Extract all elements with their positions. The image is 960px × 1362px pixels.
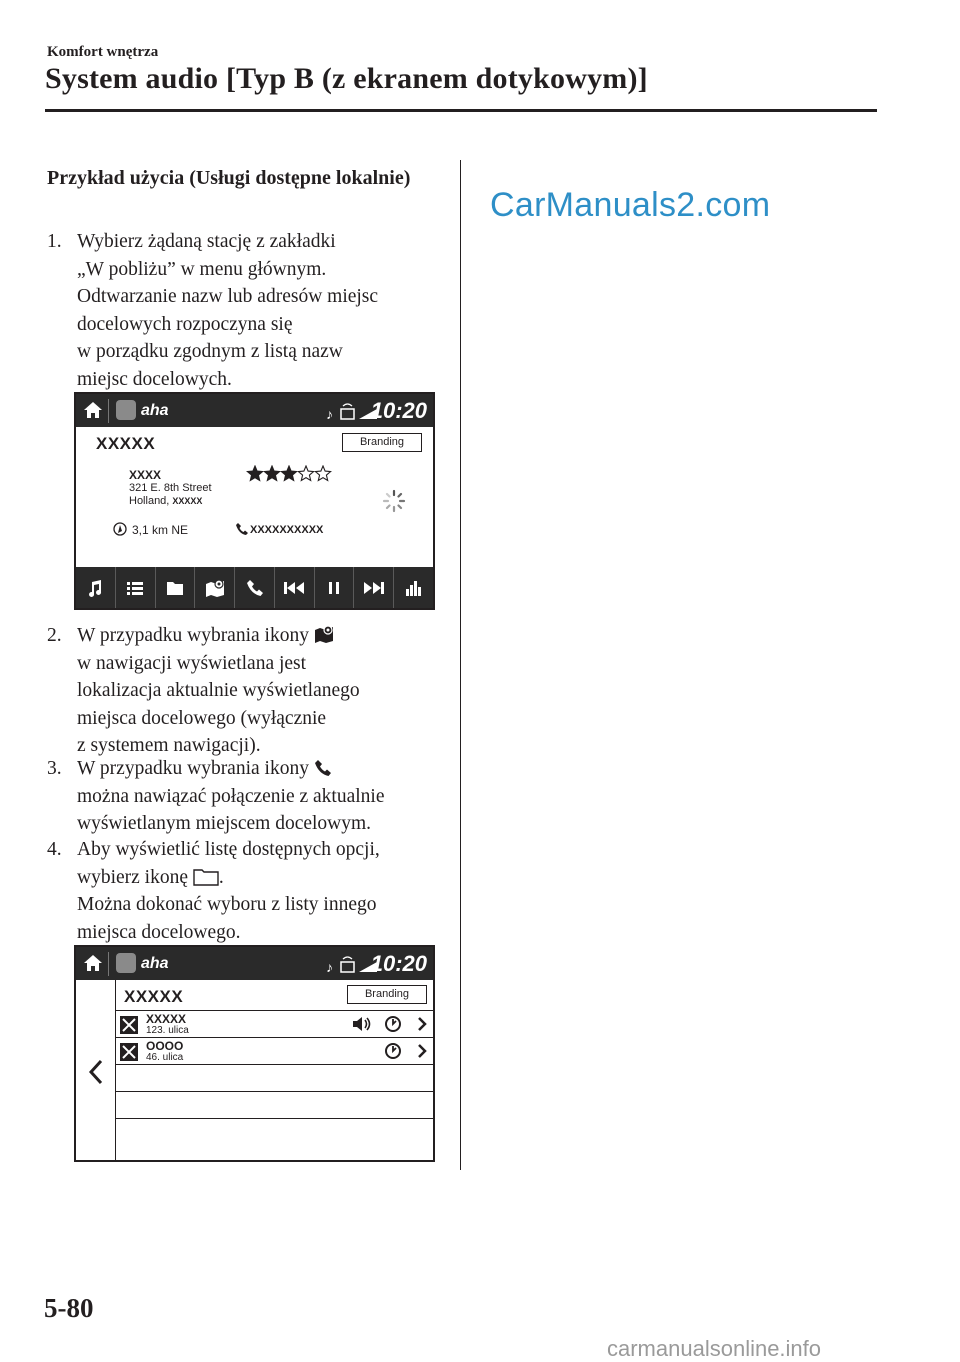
- phone-small-icon: [235, 522, 249, 536]
- folder-button[interactable]: [155, 567, 195, 608]
- rating-stars: [246, 465, 334, 483]
- separator: [108, 399, 109, 423]
- pause-button[interactable]: [314, 567, 354, 608]
- svg-text:♪: ♪: [326, 406, 333, 421]
- svg-text:♪: ♪: [326, 959, 333, 974]
- separator: [108, 952, 109, 976]
- item-thumbnail: [120, 1043, 138, 1061]
- equalizer-button[interactable]: [393, 567, 433, 608]
- loading-spinner-icon: [382, 489, 406, 513]
- list-icon: [126, 579, 144, 597]
- step-line: „W pobliżu” w menu głównym.: [77, 258, 327, 280]
- bottom-toolbar: [76, 567, 433, 608]
- step-line-text: wybierz ikonę: [77, 866, 189, 888]
- app-icon: [116, 953, 136, 973]
- list-item-empty: [116, 1118, 433, 1146]
- phone-icon: [314, 759, 332, 777]
- step-line: można nawiązać połączenie z aktualnie: [77, 785, 385, 807]
- step-line-end: .: [218, 866, 224, 888]
- step-line: miejsca docelowego.: [77, 921, 241, 943]
- step-line: lokalizacja aktualnie wyświetlanego: [77, 680, 360, 701]
- step-4: [47, 836, 447, 946]
- address-line: 321 E. 8th Street: [129, 482, 212, 494]
- clock: 10:20: [370, 951, 427, 976]
- pause-icon: [327, 580, 341, 596]
- step-line: Odtwarzanie nazw lub adresów miejsc: [77, 286, 379, 307]
- subheading: Przykład użycia (Usługi dostępne lokalnie): [47, 167, 411, 189]
- step-line: [77, 755, 447, 783]
- address-state: XXXXX: [172, 496, 203, 506]
- clock-icon: [384, 1015, 402, 1033]
- star-empty-icon: [315, 466, 330, 480]
- step-line: w porządku zgodnym z listą nazw: [77, 341, 343, 362]
- item-name: OOOO: [146, 1039, 184, 1053]
- step-1: [47, 228, 447, 393]
- station-title: XXXXX: [124, 987, 184, 1006]
- star-empty-icon: [298, 466, 313, 480]
- station-title: XXXXX: [96, 434, 156, 453]
- compass-icon: [113, 522, 127, 536]
- address-city: [129, 495, 202, 507]
- star-filled-icon: [247, 466, 262, 480]
- branding-box: Branding: [347, 985, 427, 1004]
- column-divider: [460, 160, 461, 1170]
- page-number: 5-80: [44, 1293, 94, 1323]
- item-name: XXXXX: [146, 1012, 187, 1026]
- clock-icon: [384, 1042, 402, 1060]
- item-address: 46. ulica: [146, 1052, 184, 1063]
- distance: 3,1 km NE: [132, 523, 189, 537]
- step-line: wyświetlanym miejscem docelowym.: [77, 813, 372, 834]
- watermark-bottom[interactable]: carmanualsonline.info: [607, 1336, 822, 1361]
- list-item-empty: [116, 1064, 433, 1092]
- chevron-right-icon[interactable]: [416, 1043, 428, 1059]
- map-icon: [205, 578, 225, 598]
- step-line: miejsca docelowego (wyłącznie: [77, 707, 327, 729]
- next-button[interactable]: [353, 567, 393, 608]
- previous-icon: [283, 580, 305, 596]
- star-filled-icon: [281, 466, 296, 480]
- folder-icon: [166, 579, 184, 597]
- map-icon: [314, 624, 334, 644]
- list-button[interactable]: [115, 567, 155, 608]
- list-item[interactable]: [116, 1037, 433, 1065]
- previous-button[interactable]: [274, 567, 314, 608]
- page-title: System audio [Typ B (z ekranem dotykowym)]: [45, 62, 648, 95]
- home-icon[interactable]: [83, 401, 103, 419]
- step-line: Można dokonać wyboru z listy innego: [77, 894, 377, 915]
- phone-icon: [246, 579, 264, 597]
- back-arrow-icon[interactable]: [88, 1059, 104, 1085]
- step-line-text: W przypadku wybrania ikony: [77, 758, 309, 779]
- step-line-text: W przypadku wybrania ikony: [77, 625, 309, 646]
- clock: 10:20: [370, 398, 427, 423]
- phone-number: XXXXXXXXXX: [250, 524, 324, 536]
- list-item[interactable]: [116, 1010, 433, 1038]
- status-bar: [76, 394, 433, 427]
- chevron-right-icon[interactable]: [416, 1016, 428, 1032]
- step-line: Aby wyświetlić listę dostępnych opcji,: [77, 839, 380, 860]
- list-item-empty: [116, 1091, 433, 1119]
- item-thumbnail: [120, 1016, 138, 1034]
- app-icon: [116, 400, 136, 420]
- address-city-label: Holland,: [129, 495, 170, 507]
- step-number: 4.: [47, 839, 62, 860]
- speaker-icon: [352, 1016, 372, 1032]
- music-icon: [86, 579, 104, 597]
- item-address: 123. ulica: [146, 1025, 189, 1036]
- app-name: aha: [141, 955, 169, 972]
- step-3: [47, 755, 447, 838]
- step-number: 1.: [47, 231, 62, 252]
- step-line: w nawigacji wyświetlana jest: [77, 652, 307, 674]
- home-icon[interactable]: [83, 954, 103, 972]
- step-line: miejsc docelowych.: [77, 368, 232, 390]
- screen-destination-list: [74, 945, 435, 1162]
- step-line: [77, 622, 447, 650]
- step-line: [77, 864, 447, 892]
- step-line: z systemem nawigacji).: [77, 735, 261, 756]
- star-filled-icon: [264, 466, 279, 480]
- step-number: 2.: [47, 625, 62, 646]
- equalizer-icon: [405, 579, 423, 597]
- next-icon: [363, 580, 385, 596]
- section-label: Komfort wnętrza: [47, 44, 159, 60]
- step-number: 3.: [47, 758, 62, 779]
- step-line: Wybierz żądaną stację z zakładki: [77, 231, 336, 252]
- status-bar: [76, 947, 433, 980]
- step-line: docelowych rozpoczyna się: [77, 313, 293, 335]
- map-button[interactable]: [194, 567, 234, 608]
- app-name: aha: [141, 402, 169, 419]
- step-2: [47, 622, 447, 760]
- screen-now-playing: [74, 392, 435, 610]
- phone-button[interactable]: [234, 567, 274, 608]
- music-button[interactable]: [76, 567, 115, 608]
- place-name: XXXX: [129, 468, 162, 482]
- branding-box: Branding: [342, 433, 422, 452]
- title-rule: [45, 109, 877, 112]
- folder-outline-icon: [193, 868, 219, 886]
- watermark-top[interactable]: CarManuals2.com: [490, 186, 771, 224]
